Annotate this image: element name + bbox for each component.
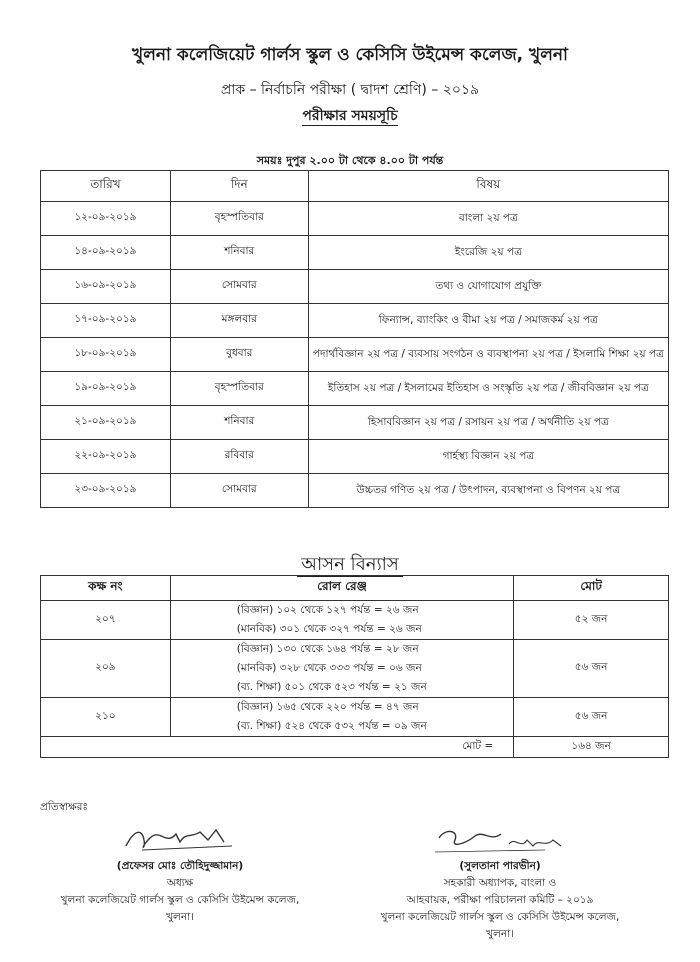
- table-row: [41, 372, 669, 406]
- exam-subject: ফিন্যান্স, ব্যাংকিং ও বীমা ২য় পত্র / সমাজকর্ম ২য় পত্র: [308, 304, 668, 338]
- principal-signature-block: [40, 820, 320, 926]
- table-row: [41, 406, 669, 440]
- exam-date: ১৪-০৯-২০১৯: [41, 236, 171, 270]
- exam-date: ১৮-০৯-২০১৯: [41, 338, 171, 372]
- exam-date: ১৬-০৯-২০১৯: [41, 270, 171, 304]
- exam-date: ২৩-০৯-২০১৯: [41, 474, 171, 508]
- schedule-table: [40, 170, 669, 508]
- schedule-subtitle: পরীক্ষার সময়সূচি: [302, 108, 398, 124]
- institution-title: খুলনা কলেজিয়েট গার্লস স্কুল ও কেসিসি উইমেন্স কলেজ, খুলনা: [132, 45, 568, 65]
- table-row: [41, 270, 669, 304]
- principal-name: (প্রফেসর মোঃ তৌহিদুজ্জামান): [116, 860, 244, 872]
- convener-org: খুলনা কলেজিয়েট গার্লস স্কুল ও কেসিসি উইমেন্স কলেজ,: [380, 911, 620, 923]
- table-row: [41, 202, 669, 236]
- schedule-header-row: [41, 171, 669, 202]
- room-number: ২০৭: [41, 601, 171, 640]
- total-row: [41, 737, 669, 758]
- table-row: [41, 304, 669, 338]
- seating-table: [40, 575, 669, 758]
- room-total: ৫৬ জন: [514, 698, 669, 737]
- table-row: [41, 601, 669, 640]
- convener-signature-icon: [425, 820, 575, 858]
- seating-title: আসন বিন্যাস: [0, 550, 700, 581]
- exam-day: শনিবার: [170, 406, 308, 440]
- exam-day: মঙ্গলবার: [170, 304, 308, 338]
- exam-date: ১৭-০৯-২০১৯: [41, 304, 171, 338]
- header-day: দিন: [170, 171, 308, 202]
- roll-range: (ব্য. শিক্ষা) ৫২৪ থেকে ৫৩২ পর্যন্ত = ০৯ জন: [236, 720, 427, 732]
- exam-subject: উচ্চতর গণিত ২য় পত্র / উৎপাদন, ব্যবস্থাপনা ও বিপণন ২য় পত্র: [308, 474, 668, 508]
- exam-subject: হিসাববিজ্ঞান ২য় পত্র / রসায়ন ২য় পত্র / অর্থনীতি ২য় পত্র: [308, 406, 668, 440]
- exam-day: বুধবার: [170, 338, 308, 372]
- exam-day: বৃহস্পতিবার: [170, 372, 308, 406]
- table-row: [41, 698, 669, 737]
- exam-subject: বাংলা ২য় পত্র: [308, 202, 668, 236]
- convener-city: খুলনা।: [486, 928, 514, 940]
- witness-label: প্রতিস্বাক্ষরঃ: [40, 801, 89, 813]
- exam-subject: পদার্থবিজ্ঞান ২য় পত্র / ব্যবসায় সংগঠন ও ব্যবস্থাপনা ২য় পত্র / ইসলামি শিক্ষা ২য় পত্র: [308, 338, 668, 372]
- exam-day: শনিবার: [170, 236, 308, 270]
- exam-subject: ইতিহাস ২য় পত্র / ইসলামের ইতিহাস ও সংস্কৃতি ২য় পত্র / জীববিজ্ঞান ২য় পত্র: [308, 372, 668, 406]
- header-room: কক্ষ নং: [41, 576, 171, 601]
- exam-subject: গার্হস্থ্য বিজ্ঞান ২য় পত্র: [308, 440, 668, 474]
- table-row: [41, 640, 669, 698]
- convener-name: (সুলতানা পারভীন): [459, 860, 541, 872]
- roll-range: (মানবিক) ৩০১ থেকে ৩২৭ পর্যন্ত = ২৬ জন: [236, 623, 422, 635]
- roll-range: (বিজ্ঞান) ১৬৫ থেকে ২২০ পর্যন্ত = ৪৭ জন: [236, 701, 419, 713]
- exam-day: রবিবার: [170, 440, 308, 474]
- roll-range: (ব্য. শিক্ষা) ৫০১ থেকে ৫২৩ পর্যন্ত = ২১ জন: [236, 681, 427, 693]
- exam-date: ১২-০৯-২০১৯: [41, 202, 171, 236]
- exam-date: ২২-০৯-২০১৯: [41, 440, 171, 474]
- roll-range: (বিজ্ঞান) ১০২ থেকে ১২৭ পর্যন্ত = ২৬ জন: [236, 604, 419, 616]
- table-row: [41, 338, 669, 372]
- exam-day: বৃহস্পতিবার: [170, 202, 308, 236]
- table-row: [41, 440, 669, 474]
- grand-total-value: ১৬৪ জন: [514, 737, 669, 758]
- exam-title: প্রাক – নির্বাচনি পরীক্ষা ( দ্বাদশ শ্রেণি) – ২০১৯: [220, 82, 480, 98]
- table-row: [41, 474, 669, 508]
- header-date: তারিখ: [41, 171, 171, 202]
- principal-title: অধ্যক্ষ: [166, 877, 194, 889]
- room-number: ২১০: [41, 698, 171, 737]
- roll-ranges: [170, 640, 513, 698]
- principal-signature-icon: [120, 820, 240, 858]
- header-roll-range: রোল রেঞ্জ: [170, 576, 513, 601]
- grand-total-label: মোট =: [41, 737, 514, 758]
- roll-range: (বিজ্ঞান) ১৩০ থেকে ১৬৪ পর্যন্ত = ২৮ জন: [236, 643, 419, 655]
- exam-time: সময়ঃ দুপুর ২.০০ টা থেকে ৪.০০ টা পর্যন্ত: [256, 154, 444, 167]
- seating-header-row: [41, 576, 669, 601]
- principal-org: খুলনা কলেজিয়েট গার্লস স্কুল ও কেসিসি উইমেন্স কলেজ,: [60, 894, 300, 906]
- room-total: ৫৬ জন: [514, 640, 669, 698]
- convener-title: সহকারী অধ্যাপক, বাংলা ও: [443, 877, 557, 889]
- exam-date: ২১-০৯-২০১৯: [41, 406, 171, 440]
- header-subject: বিষয়: [308, 171, 668, 202]
- exam-day: সোমবার: [170, 474, 308, 508]
- table-row: [41, 236, 669, 270]
- room-number: ২০৯: [41, 640, 171, 698]
- header-total: মোট: [514, 576, 669, 601]
- exam-date: ১৯-০৯-২০১৯: [41, 372, 171, 406]
- roll-ranges: [170, 698, 513, 737]
- convener-role: আহবায়ক, পরীক্ষা পরিচালনা কমিটি – ২০১৯: [406, 894, 594, 906]
- roll-ranges: [170, 601, 513, 640]
- exam-day: সোমবার: [170, 270, 308, 304]
- roll-range: (মানবিক) ৩২৮ থেকে ৩৩৩ পর্যন্ত = ০৬ জন: [236, 662, 422, 674]
- principal-city: খুলনা।: [166, 911, 194, 923]
- exam-subject: ইংরেজি ২য় পত্র: [308, 236, 668, 270]
- convener-signature-block: [330, 820, 670, 943]
- room-total: ৫২ জন: [514, 601, 669, 640]
- exam-subject: তথ্য ও যোগাযোগ প্রযুক্তি: [308, 270, 668, 304]
